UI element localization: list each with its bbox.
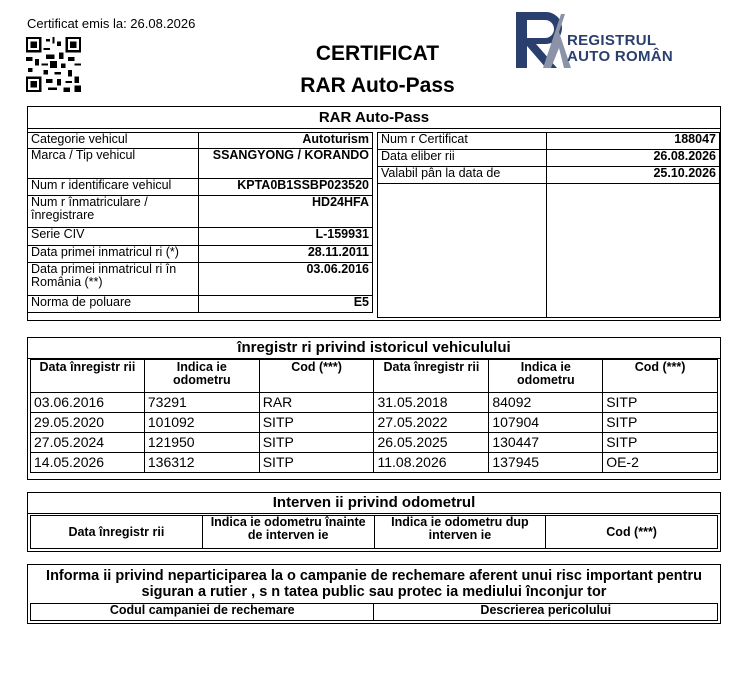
history-section-title: înregistr ri privind istoricul vehiculului [28,338,720,359]
document-title: CERTIFICAT [315,42,440,65]
table-row: Data primei inmatricul ri (*) 28.11.2011 [28,246,373,263]
certificate-table [377,132,720,318]
vehicle-table [27,132,373,313]
table-row: 27.05.2024 121950 SITP 26.05.2025 130447 SITP [31,433,718,453]
document-subtitle: RAR Auto-Pass [300,74,455,97]
table-row: Norma de poluare E5 [28,296,373,313]
table-row [378,184,720,318]
table-row: Num r înmatriculare / înregistrare HD24HFA [28,196,373,228]
table-header-row: Data înregistr rii Indica ie odometru Cod (***) Data înregistr rii Indica ie odometru Cod (***) [31,360,718,393]
table-row: Num r Certificat 188047 [378,133,720,150]
vehicle-section-title: RAR Auto-Pass [28,107,720,129]
odometer-table [30,515,718,549]
table-row: Num r identificare vehicul KPTA0B1SSBP023520 [28,179,373,196]
recall-section-title: Informa ii privind neparticiparea la o campanie de rechemare aferent unui risc important pentru siguran a rutier , s n tatea public sau protec ia mediului înconjur tor [46,568,702,600]
recall-table [30,603,718,621]
table-row: 29.05.2020 101092 SITP 27.05.2022 107904 SITP [31,413,718,433]
table-row: Valabil pân la data de 25.10.2026 [378,167,720,184]
table-row: Categorie vehicul Autoturism [28,133,373,149]
table-row: 14.05.2026 136312 SITP 11.08.2026 137945 OE-2 [31,453,718,473]
table-row: Data primei inmatricul ri în România (**) 03.06.2016 [28,263,373,296]
table-row: 03.06.2016 73291 RAR 31.05.2018 84092 SITP [31,393,718,413]
logo-text: REGISTRUL AUTO ROMÂN [567,32,674,65]
table-header-row: Codul campaniei de rechemare Descrierea pericolului [31,604,718,621]
table-row: Serie CIV L-159931 [28,228,373,246]
odometer-section-title: Interven ii privind odometrul [28,493,720,514]
history-table [30,359,718,473]
table-row: Marca / Tip vehicul SSANGYONG / KORANDO [28,149,373,179]
table-header-row: Data înregistr rii Indica ie odometru înainte de interven ie Indica ie odometru dup interven ie Cod (***) [31,516,718,549]
table-row: Data eliber rii 26.08.2026 [378,150,720,167]
issued-date: Certificat emis la: 26.08.2026 [27,16,196,31]
